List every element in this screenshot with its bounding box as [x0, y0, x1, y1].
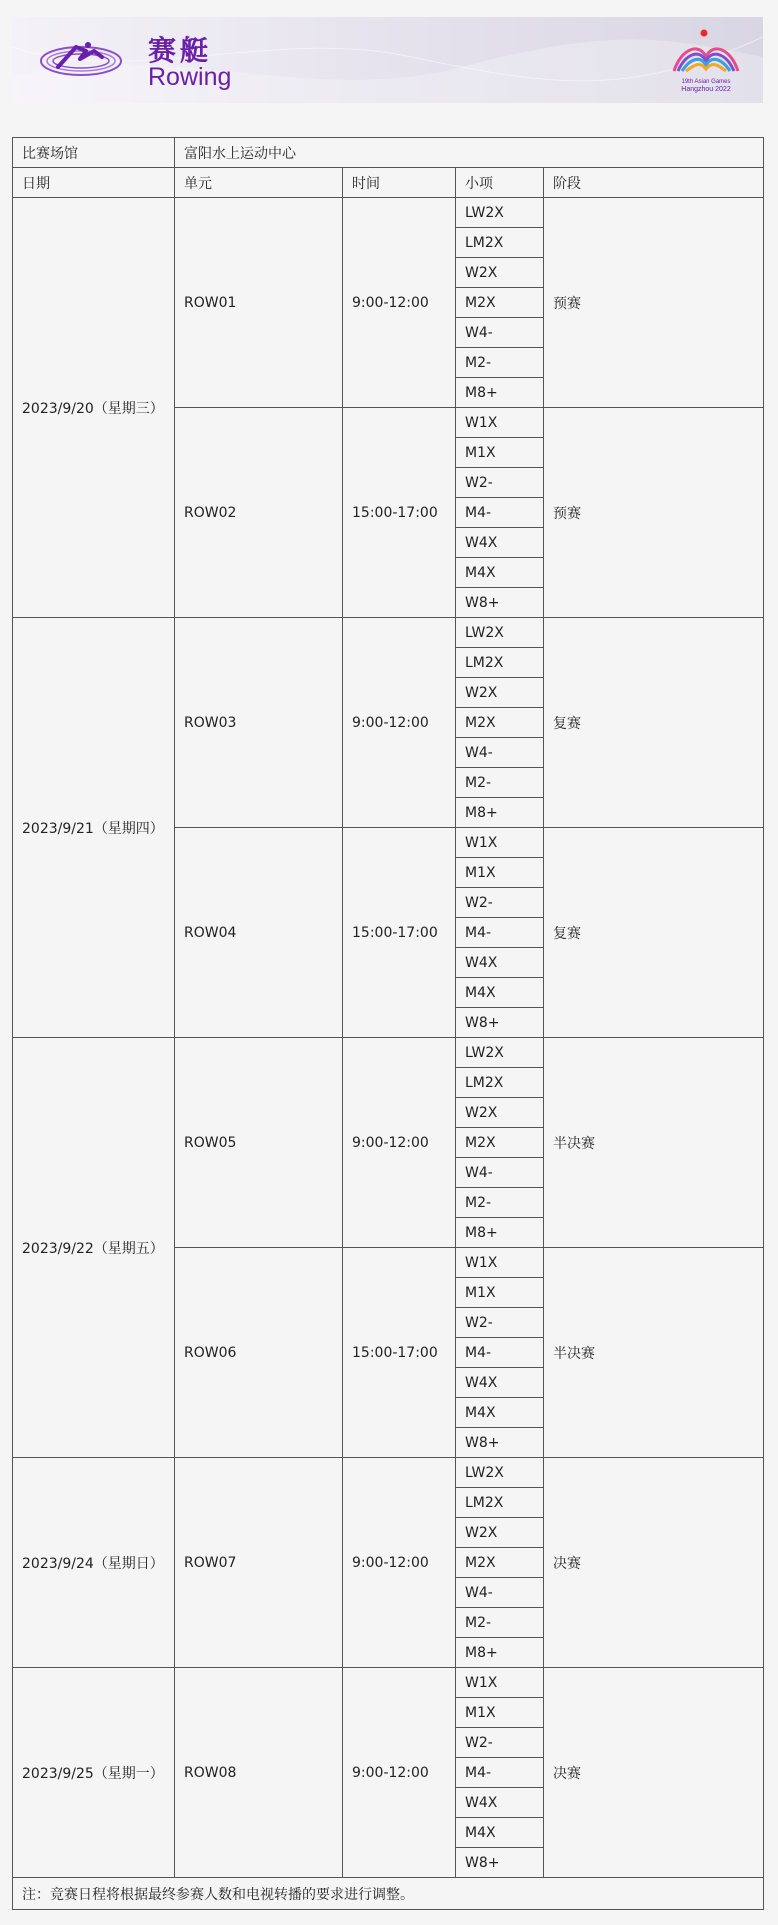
games-logo-line1: 19th Asian Games [681, 79, 731, 85]
event-cell: M8+ [456, 378, 544, 408]
event-cell: W4X [456, 528, 544, 558]
unit-cell: ROW05 [175, 1038, 343, 1248]
stage-cell: 决赛 [544, 1458, 764, 1668]
column-header-unit: 单元 [175, 168, 343, 198]
stage-cell: 半决赛 [544, 1248, 764, 1458]
event-cell: M1X [456, 1278, 544, 1308]
unit-cell: ROW04 [175, 828, 343, 1038]
event-cell: W2X [456, 1098, 544, 1128]
event-cell: M4X [456, 978, 544, 1008]
event-cell: W2- [456, 1728, 544, 1758]
table-row [13, 198, 764, 228]
event-cell: M4- [456, 498, 544, 528]
event-cell: W2- [456, 888, 544, 918]
venue-row [13, 138, 764, 168]
event-cell: LW2X [456, 198, 544, 228]
stage-cell: 决赛 [544, 1668, 764, 1878]
schedule-note: 注：竞赛日程将根据最终参赛人数和电视转播的要求进行调整。 [13, 1878, 764, 1910]
table-row [13, 1038, 764, 1068]
time-cell: 9:00-12:00 [343, 1038, 456, 1248]
event-cell: W8+ [456, 588, 544, 618]
event-cell: LM2X [456, 228, 544, 258]
unit-cell: ROW06 [175, 1248, 343, 1458]
time-cell: 9:00-12:00 [343, 618, 456, 828]
event-cell: W4X [456, 1368, 544, 1398]
event-cell: M4X [456, 1398, 544, 1428]
time-cell: 15:00-17:00 [343, 408, 456, 618]
event-cell: W4- [456, 738, 544, 768]
event-cell: M1X [456, 1698, 544, 1728]
event-cell: M2X [456, 1548, 544, 1578]
time-cell: 9:00-12:00 [343, 1458, 456, 1668]
event-cell: M2X [456, 288, 544, 318]
event-cell: LM2X [456, 648, 544, 678]
event-cell: W8+ [456, 1428, 544, 1458]
event-cell: LW2X [456, 618, 544, 648]
time-cell: 9:00-12:00 [343, 198, 456, 408]
event-cell: W2X [456, 1518, 544, 1548]
event-cell: M4- [456, 918, 544, 948]
date-cell: 2023/9/24（星期日） [13, 1458, 175, 1668]
unit-cell: ROW07 [175, 1458, 343, 1668]
unit-cell: ROW02 [175, 408, 343, 618]
event-cell: M4- [456, 1758, 544, 1788]
table-row [13, 1458, 764, 1488]
event-cell: M2- [456, 1608, 544, 1638]
table-row [13, 618, 764, 648]
event-cell: M8+ [456, 1218, 544, 1248]
event-cell: W8+ [456, 1008, 544, 1038]
time-cell: 15:00-17:00 [343, 1248, 456, 1458]
hangzhou-2022-logo [666, 27, 746, 97]
sport-title-chinese: 赛艇 [148, 34, 213, 67]
date-cell: 2023/9/22（星期五） [13, 1038, 175, 1458]
time-cell: 15:00-17:00 [343, 828, 456, 1038]
event-cell: LM2X [456, 1068, 544, 1098]
event-cell: W4X [456, 948, 544, 978]
time-cell: 9:00-12:00 [343, 1668, 456, 1878]
note-row [13, 1878, 764, 1910]
column-header-event: 小项 [456, 168, 544, 198]
games-logo-line2: Hangzhou 2022 [681, 86, 731, 93]
stage-cell: 预赛 [544, 198, 764, 408]
rowing-pictogram-icon [36, 37, 126, 81]
event-cell: M8+ [456, 798, 544, 828]
event-cell: M2- [456, 1188, 544, 1218]
unit-cell: ROW01 [175, 198, 343, 408]
column-header-row [13, 168, 764, 198]
event-cell: W1X [456, 408, 544, 438]
date-cell: 2023/9/20（星期三） [13, 198, 175, 618]
unit-cell: ROW08 [175, 1668, 343, 1878]
table-row [13, 1668, 764, 1698]
event-cell: W1X [456, 1248, 544, 1278]
event-cell: W4- [456, 1158, 544, 1188]
event-cell: W1X [456, 1668, 544, 1698]
event-cell: M8+ [456, 1638, 544, 1668]
event-cell: M1X [456, 858, 544, 888]
sport-title-english: Rowing [148, 63, 232, 91]
event-cell: W2X [456, 258, 544, 288]
event-cell: M4X [456, 558, 544, 588]
event-cell: W8+ [456, 1848, 544, 1878]
event-cell: W4- [456, 1578, 544, 1608]
event-cell: M4X [456, 1818, 544, 1848]
event-cell: W2X [456, 678, 544, 708]
event-cell: LW2X [456, 1458, 544, 1488]
schedule-table [12, 137, 764, 1910]
stage-cell: 复赛 [544, 618, 764, 828]
event-cell: LM2X [456, 1488, 544, 1518]
stage-cell: 半决赛 [544, 1038, 764, 1248]
date-cell: 2023/9/21（星期四） [13, 618, 175, 1038]
event-cell: M2- [456, 768, 544, 798]
column-header-time: 时间 [343, 168, 456, 198]
stage-cell: 复赛 [544, 828, 764, 1038]
venue-name: 富阳水上运动中心 [175, 138, 764, 168]
column-header-stage: 阶段 [544, 168, 764, 198]
venue-label: 比赛场馆 [13, 138, 175, 168]
event-cell: W4X [456, 1788, 544, 1818]
event-cell: W2- [456, 468, 544, 498]
stage-cell: 预赛 [544, 408, 764, 618]
date-cell: 2023/9/25（星期一） [13, 1668, 175, 1878]
column-header-date: 日期 [13, 168, 175, 198]
event-cell: M2X [456, 708, 544, 738]
event-cell: M2- [456, 348, 544, 378]
event-cell: LW2X [456, 1038, 544, 1068]
unit-cell: ROW03 [175, 618, 343, 828]
event-cell: W2- [456, 1308, 544, 1338]
event-cell: M4- [456, 1338, 544, 1368]
games-emblem-icon [666, 27, 746, 79]
event-cell: M1X [456, 438, 544, 468]
event-cell: W4- [456, 318, 544, 348]
event-cell: W1X [456, 828, 544, 858]
event-cell: M2X [456, 1128, 544, 1158]
header-banner [12, 17, 763, 103]
